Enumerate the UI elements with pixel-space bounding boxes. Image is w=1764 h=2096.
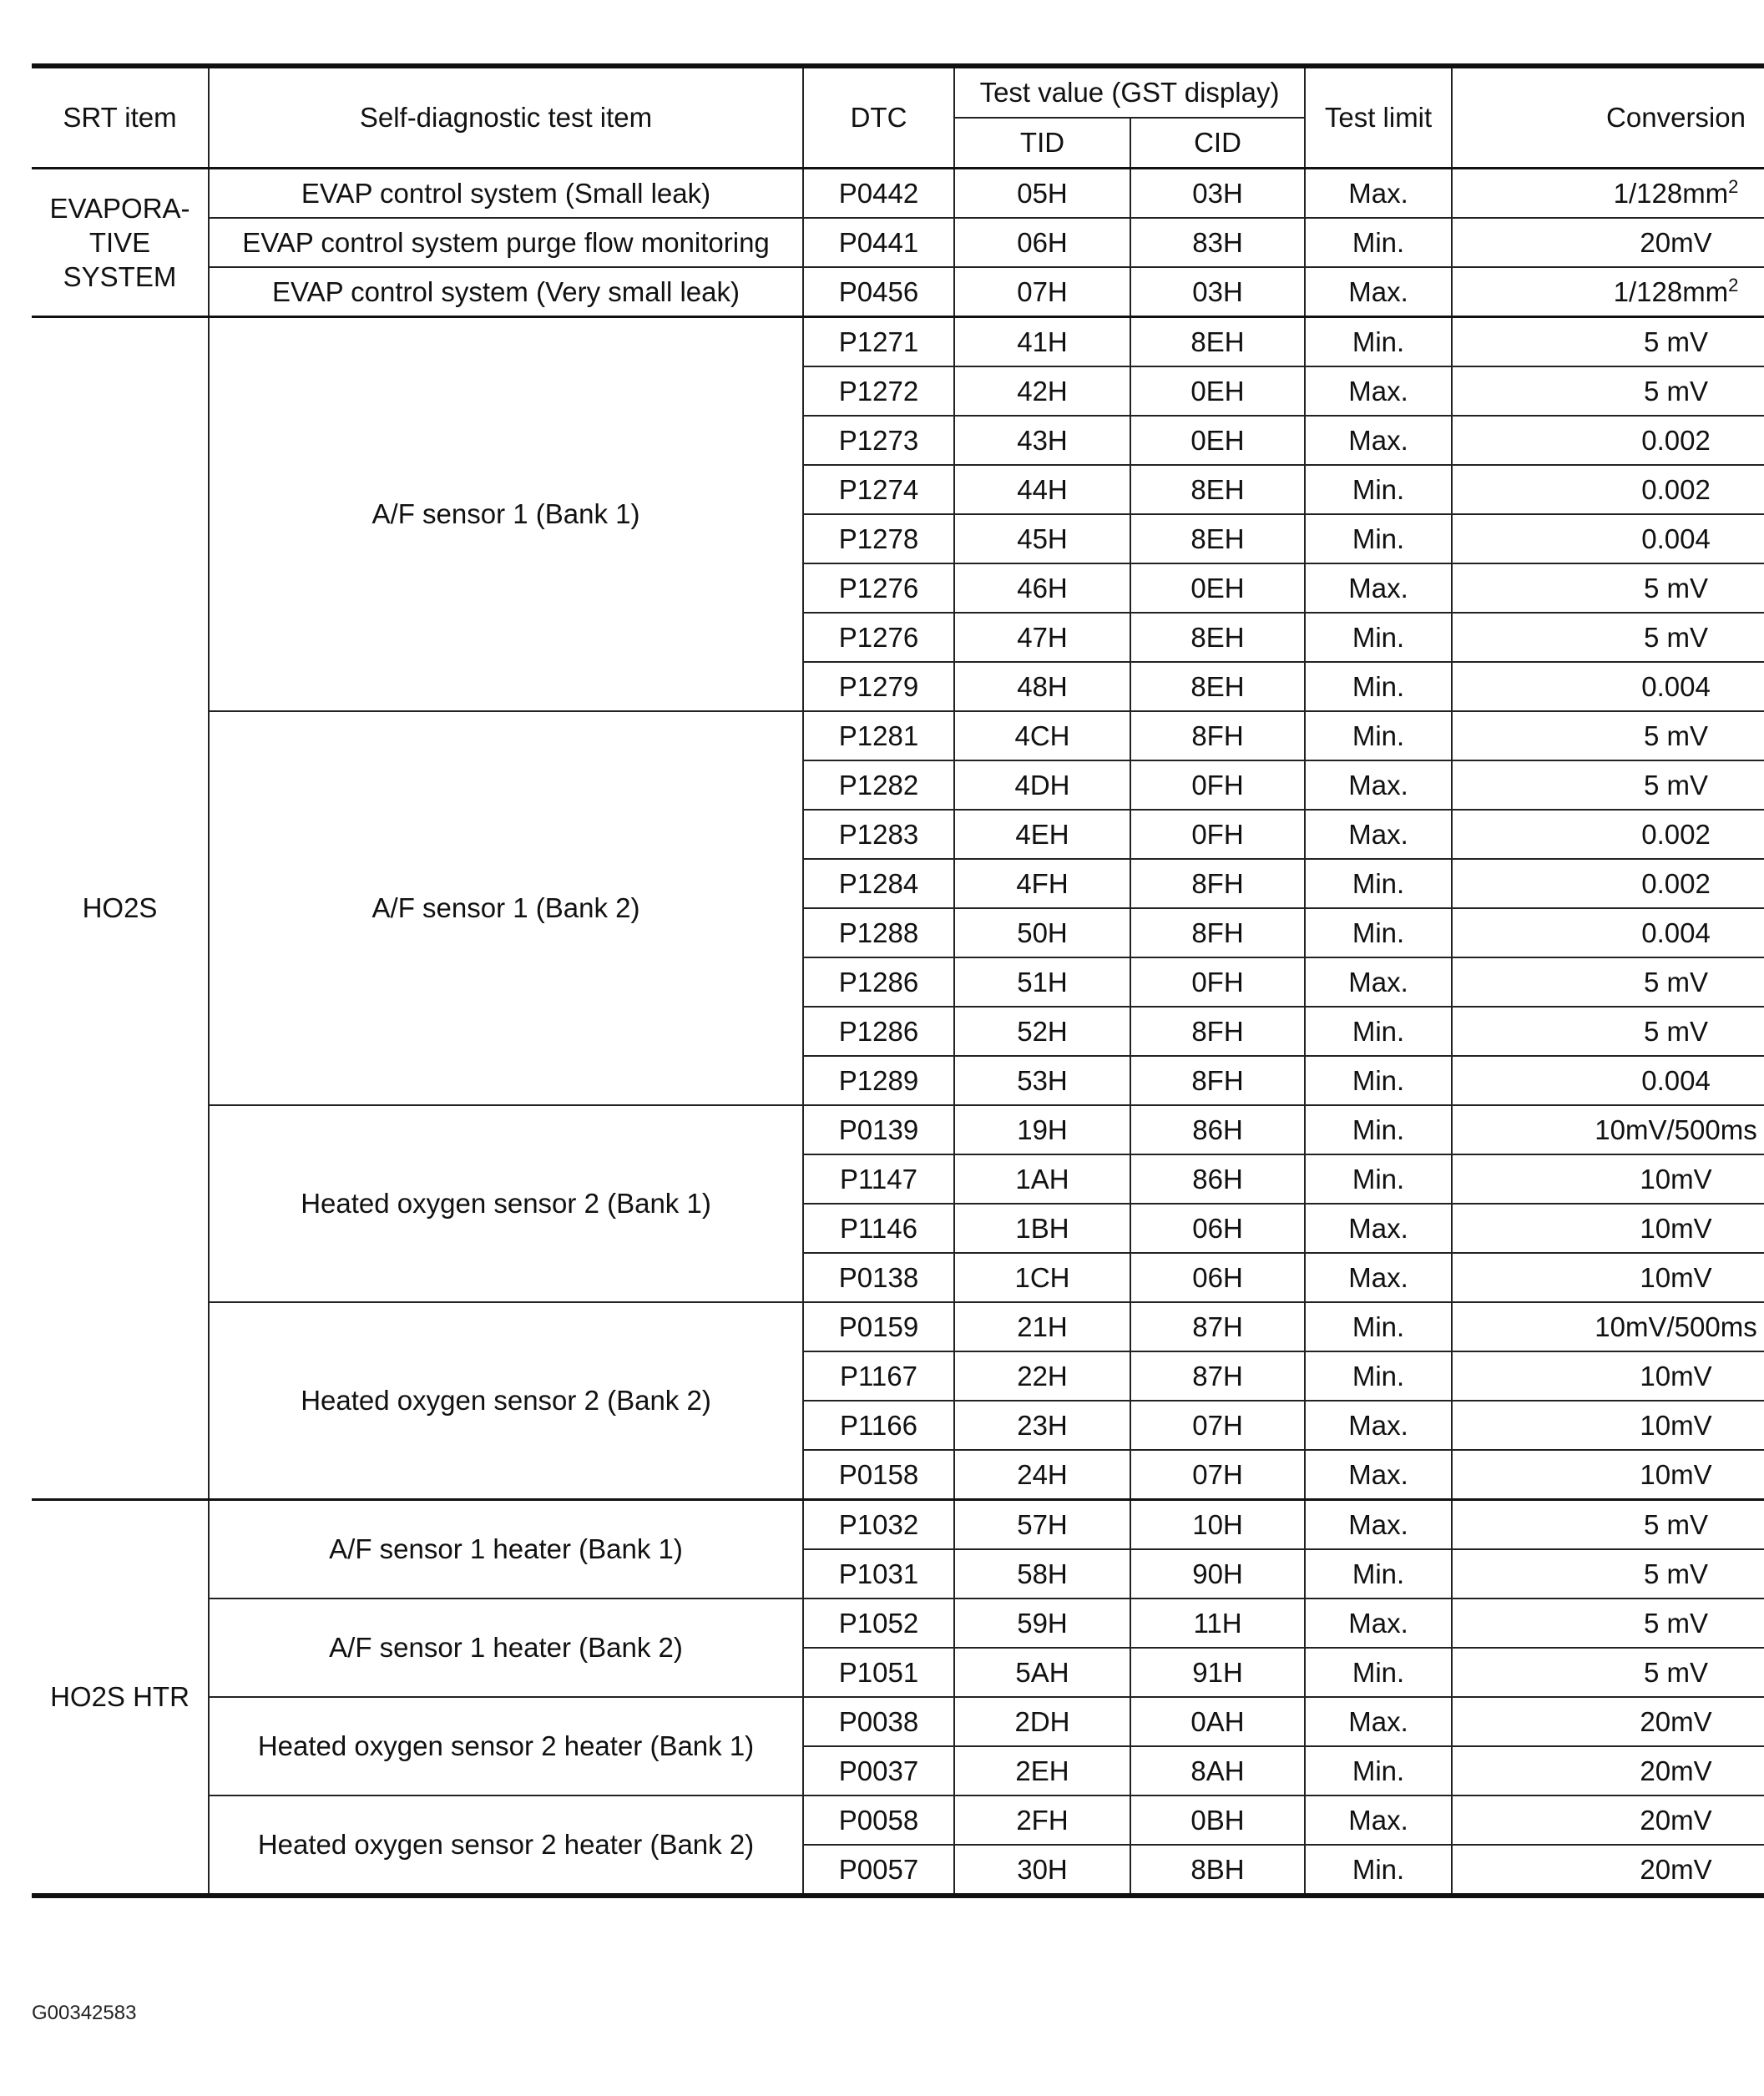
conversion-value: 20mV	[1640, 1705, 1712, 1737]
cid-cell: 8EH	[1130, 662, 1305, 711]
dtc-cell: P0057	[803, 1845, 954, 1896]
conversion-cell	[1452, 317, 1764, 367]
conversion-value: 0.002	[1641, 867, 1711, 899]
test-limit-cell: Max.	[1305, 169, 1452, 219]
conversion-cell	[1452, 1795, 1764, 1845]
test-limit-cell: Min.	[1305, 218, 1452, 267]
dtc-cell: P1286	[803, 1007, 954, 1056]
dtc-cell: P0159	[803, 1302, 954, 1351]
cid-cell: 0FH	[1130, 810, 1305, 859]
test-limit-cell: Min.	[1305, 1648, 1452, 1697]
conversion-value: 1/128mm	[1613, 275, 1729, 307]
table-row	[32, 1795, 1764, 1845]
test-limit-cell: Max.	[1305, 1450, 1452, 1500]
table-row	[32, 1500, 1764, 1550]
conversion-cell	[1452, 416, 1764, 465]
conversion-cell	[1452, 810, 1764, 859]
header-cid: CID	[1130, 118, 1305, 169]
tid-cell: 07H	[954, 267, 1130, 317]
test-item-cell: EVAP control system (Very small leak)	[209, 267, 803, 317]
conversion-cell	[1452, 1253, 1764, 1302]
dtc-cell: P0456	[803, 267, 954, 317]
conversion-cell	[1452, 711, 1764, 760]
table-row	[32, 267, 1764, 317]
conversion-value: 0.004	[1641, 917, 1711, 948]
dtc-cell: P1276	[803, 613, 954, 662]
cid-cell: 8FH	[1130, 859, 1305, 908]
conversion-cell	[1452, 465, 1764, 514]
test-limit-cell: Max.	[1305, 1697, 1452, 1746]
conversion-value: 5 mV	[1644, 1558, 1709, 1589]
tid-cell: 58H	[954, 1549, 1130, 1599]
test-limit-cell: Max.	[1305, 1253, 1452, 1302]
cid-cell: 86H	[1130, 1154, 1305, 1204]
cid-cell: 8EH	[1130, 514, 1305, 563]
test-item-cell: Heated oxygen sensor 2 (Bank 2)	[209, 1302, 803, 1500]
cid-cell: 06H	[1130, 1204, 1305, 1253]
dtc-cell: P0139	[803, 1105, 954, 1154]
cid-cell: 07H	[1130, 1401, 1305, 1450]
dtc-cell: P1273	[803, 416, 954, 465]
conversion-value: 10mV/500ms	[1595, 1114, 1757, 1145]
cid-cell: 8FH	[1130, 711, 1305, 760]
conversion-cell	[1452, 1450, 1764, 1500]
test-limit-cell: Max.	[1305, 1599, 1452, 1648]
dtc-cell: P1288	[803, 908, 954, 957]
conversion-cell	[1452, 1697, 1764, 1746]
header-test-value: Test value (GST display)	[954, 66, 1305, 118]
conversion-cell	[1452, 267, 1764, 317]
conversion-value: 0.004	[1641, 1064, 1711, 1096]
dtc-cell: P0138	[803, 1253, 954, 1302]
conversion-cell	[1452, 1549, 1764, 1599]
tid-cell: 50H	[954, 908, 1130, 957]
test-limit-cell: Min.	[1305, 1302, 1452, 1351]
tid-cell: 30H	[954, 1845, 1130, 1896]
dtc-cell: P1167	[803, 1351, 954, 1401]
cid-cell: 0FH	[1130, 957, 1305, 1007]
conversion-cell	[1452, 957, 1764, 1007]
conversion-cell	[1452, 1746, 1764, 1795]
conversion-cell	[1452, 1056, 1764, 1105]
dtc-cell: P1281	[803, 711, 954, 760]
test-limit-cell: Min.	[1305, 1351, 1452, 1401]
conversion-cell	[1452, 613, 1764, 662]
table-row	[32, 169, 1764, 219]
tid-cell: 42H	[954, 366, 1130, 416]
tid-cell: 24H	[954, 1450, 1130, 1500]
tid-cell: 4FH	[954, 859, 1130, 908]
header-dtc: DTC	[803, 66, 954, 169]
table-header	[32, 66, 1764, 169]
test-limit-cell: Min.	[1305, 613, 1452, 662]
conversion-cell	[1452, 1105, 1764, 1154]
test-item-cell: EVAP control system purge flow monitoring	[209, 218, 803, 267]
tid-cell: 4EH	[954, 810, 1130, 859]
conversion-value: 5 mV	[1644, 1607, 1709, 1639]
tid-cell: 53H	[954, 1056, 1130, 1105]
conversion-value: 20mV	[1640, 1755, 1712, 1786]
conversion-cell	[1452, 1154, 1764, 1204]
test-item-cell: Heated oxygen sensor 2 heater (Bank 1)	[209, 1697, 803, 1795]
conversion-value: 0.004	[1641, 670, 1711, 702]
test-limit-cell: Min.	[1305, 1056, 1452, 1105]
dtc-cell: P1146	[803, 1204, 954, 1253]
conversion-value: 5 mV	[1644, 621, 1709, 653]
conversion-cell	[1452, 1500, 1764, 1550]
conversion-cell	[1452, 169, 1764, 219]
cid-cell: 91H	[1130, 1648, 1305, 1697]
conversion-cell	[1452, 1302, 1764, 1351]
cid-cell: 0AH	[1130, 1697, 1305, 1746]
cid-cell: 87H	[1130, 1351, 1305, 1401]
srt-item-cell: EVAPORA- TIVE SYSTEM	[32, 169, 209, 317]
test-limit-cell: Min.	[1305, 662, 1452, 711]
tid-cell: 52H	[954, 1007, 1130, 1056]
cid-cell: 87H	[1130, 1302, 1305, 1351]
cid-cell: 03H	[1130, 169, 1305, 219]
cid-cell: 11H	[1130, 1599, 1305, 1648]
test-item-cell: A/F sensor 1 heater (Bank 2)	[209, 1599, 803, 1697]
conversion-value: 10mV	[1640, 1409, 1712, 1441]
cid-cell: 86H	[1130, 1105, 1305, 1154]
conversion-cell	[1452, 514, 1764, 563]
conversion-value: 0.002	[1641, 818, 1711, 850]
test-limit-cell: Max.	[1305, 366, 1452, 416]
table-row	[32, 1302, 1764, 1351]
tid-cell: 22H	[954, 1351, 1130, 1401]
dtc-cell: P1279	[803, 662, 954, 711]
test-item-cell: Heated oxygen sensor 2 heater (Bank 2)	[209, 1795, 803, 1896]
dtc-cell: P1276	[803, 563, 954, 613]
cid-cell: 8EH	[1130, 613, 1305, 662]
cid-cell: 8FH	[1130, 1007, 1305, 1056]
test-limit-cell: Min.	[1305, 317, 1452, 367]
test-limit-cell: Max.	[1305, 1795, 1452, 1845]
test-limit-cell: Min.	[1305, 465, 1452, 514]
conversion-cell	[1452, 908, 1764, 957]
conversion-value: 10mV	[1640, 1261, 1712, 1293]
test-limit-cell: Min.	[1305, 1007, 1452, 1056]
cid-cell: 0EH	[1130, 416, 1305, 465]
dtc-cell: P1272	[803, 366, 954, 416]
dtc-cell: P1284	[803, 859, 954, 908]
cid-cell: 8AH	[1130, 1746, 1305, 1795]
table-row	[32, 218, 1764, 267]
conversion-value: 20mV	[1640, 1804, 1712, 1836]
dtc-cell: P0158	[803, 1450, 954, 1500]
dtc-cell: P1166	[803, 1401, 954, 1450]
conversion-value: 10mV/500ms	[1595, 1311, 1757, 1342]
tid-cell: 05H	[954, 169, 1130, 219]
conversion-superscript: 2	[1728, 175, 1739, 197]
test-limit-cell: Min.	[1305, 711, 1452, 760]
header-srt-item: SRT item	[32, 66, 209, 169]
dtc-cell: P1286	[803, 957, 954, 1007]
tid-cell: 41H	[954, 317, 1130, 367]
test-item-cell: A/F sensor 1 heater (Bank 1)	[209, 1500, 803, 1599]
table-row	[32, 1697, 1764, 1746]
table-row	[32, 1105, 1764, 1154]
conversion-cell	[1452, 366, 1764, 416]
conversion-cell	[1452, 760, 1764, 810]
tid-cell: 1BH	[954, 1204, 1130, 1253]
tid-cell: 4CH	[954, 711, 1130, 760]
dtc-cell: P1289	[803, 1056, 954, 1105]
cid-cell: 83H	[1130, 218, 1305, 267]
test-limit-cell: Max.	[1305, 760, 1452, 810]
tid-cell: 43H	[954, 416, 1130, 465]
tid-cell: 2FH	[954, 1795, 1130, 1845]
test-limit-cell: Max.	[1305, 1500, 1452, 1550]
conversion-value: 5 mV	[1644, 1508, 1709, 1540]
test-limit-cell: Min.	[1305, 1746, 1452, 1795]
srt-diagnostic-table	[32, 63, 1764, 1898]
conversion-value: 10mV	[1640, 1458, 1712, 1490]
cid-cell: 8FH	[1130, 908, 1305, 957]
conversion-value: 1/128mm	[1613, 177, 1729, 209]
cid-cell: 0EH	[1130, 366, 1305, 416]
dtc-cell: P1278	[803, 514, 954, 563]
dtc-cell: P0442	[803, 169, 954, 219]
conversion-value: 5 mV	[1644, 966, 1709, 997]
dtc-cell: P1282	[803, 760, 954, 810]
conversion-cell	[1452, 859, 1764, 908]
conversion-cell	[1452, 662, 1764, 711]
tid-cell: 44H	[954, 465, 1130, 514]
dtc-cell: P1052	[803, 1599, 954, 1648]
dtc-cell: P1147	[803, 1154, 954, 1204]
test-limit-cell: Min.	[1305, 1105, 1452, 1154]
conversion-value: 0.002	[1641, 473, 1711, 505]
test-limit-cell: Max.	[1305, 957, 1452, 1007]
tid-cell: 21H	[954, 1302, 1130, 1351]
conversion-value: 5 mV	[1644, 375, 1709, 407]
test-item-cell: Heated oxygen sensor 2 (Bank 1)	[209, 1105, 803, 1302]
conversion-value: 5 mV	[1644, 769, 1709, 801]
conversion-cell	[1452, 1648, 1764, 1697]
test-limit-cell: Min.	[1305, 1845, 1452, 1896]
cid-cell: 0FH	[1130, 760, 1305, 810]
conversion-cell	[1452, 1007, 1764, 1056]
table-row	[32, 1599, 1764, 1648]
dtc-cell: P1031	[803, 1549, 954, 1599]
cid-cell: 07H	[1130, 1450, 1305, 1500]
test-limit-cell: Min.	[1305, 908, 1452, 957]
table-body	[32, 169, 1764, 1897]
tid-cell: 2EH	[954, 1746, 1130, 1795]
srt-item-cell: HO2S	[32, 317, 209, 1500]
test-item-cell: EVAP control system (Small leak)	[209, 169, 803, 219]
cid-cell: 8EH	[1130, 317, 1305, 367]
figure-code: G00342583	[32, 2002, 137, 2024]
test-limit-cell: Max.	[1305, 416, 1452, 465]
dtc-cell: P0441	[803, 218, 954, 267]
dtc-cell: P0058	[803, 1795, 954, 1845]
conversion-cell	[1452, 1401, 1764, 1450]
dtc-cell: P1271	[803, 317, 954, 367]
cid-cell: 06H	[1130, 1253, 1305, 1302]
tid-cell: 1CH	[954, 1253, 1130, 1302]
test-limit-cell: Max.	[1305, 1401, 1452, 1450]
conversion-value: 5 mV	[1644, 572, 1709, 604]
tid-cell: 48H	[954, 662, 1130, 711]
conversion-value: 0.002	[1641, 424, 1711, 456]
conversion-cell	[1452, 1599, 1764, 1648]
test-limit-cell: Max.	[1305, 1204, 1452, 1253]
tid-cell: 4DH	[954, 760, 1130, 810]
conversion-value: 20mV	[1640, 1853, 1712, 1885]
conversion-value: 5 mV	[1644, 1015, 1709, 1047]
test-limit-cell: Min.	[1305, 1549, 1452, 1599]
diagnostic-table-container	[32, 63, 1757, 1987]
tid-cell: 2DH	[954, 1697, 1130, 1746]
test-limit-cell: Min.	[1305, 859, 1452, 908]
tid-cell: 5AH	[954, 1648, 1130, 1697]
dtc-cell: P0038	[803, 1697, 954, 1746]
table-row	[32, 317, 1764, 367]
dtc-cell: P0037	[803, 1746, 954, 1795]
dtc-cell: P1051	[803, 1648, 954, 1697]
cid-cell: 90H	[1130, 1549, 1305, 1599]
conversion-cell	[1452, 1204, 1764, 1253]
test-limit-cell: Max.	[1305, 810, 1452, 859]
tid-cell: 47H	[954, 613, 1130, 662]
test-limit-cell: Max.	[1305, 563, 1452, 613]
tid-cell: 51H	[954, 957, 1130, 1007]
tid-cell: 57H	[954, 1500, 1130, 1550]
cid-cell: 8FH	[1130, 1056, 1305, 1105]
tid-cell: 46H	[954, 563, 1130, 613]
test-item-cell: A/F sensor 1 (Bank 2)	[209, 711, 803, 1105]
tid-cell: 59H	[954, 1599, 1130, 1648]
conversion-value: 10mV	[1640, 1360, 1712, 1391]
conversion-value: 5 mV	[1644, 1656, 1709, 1688]
conversion-value: 10mV	[1640, 1163, 1712, 1194]
conversion-value: 0.004	[1641, 523, 1711, 554]
cid-cell: 10H	[1130, 1500, 1305, 1550]
header-test-limit: Test limit	[1305, 66, 1452, 169]
cid-cell: 0EH	[1130, 563, 1305, 613]
conversion-cell	[1452, 218, 1764, 267]
tid-cell: 45H	[954, 514, 1130, 563]
table-row	[32, 711, 1764, 760]
test-item-cell: A/F sensor 1 (Bank 1)	[209, 317, 803, 712]
tid-cell: 06H	[954, 218, 1130, 267]
conversion-cell	[1452, 1845, 1764, 1896]
cid-cell: 03H	[1130, 267, 1305, 317]
conversion-cell	[1452, 1351, 1764, 1401]
conversion-cell	[1452, 563, 1764, 613]
dtc-cell: P1274	[803, 465, 954, 514]
dtc-cell: P1283	[803, 810, 954, 859]
tid-cell: 19H	[954, 1105, 1130, 1154]
cid-cell: 8BH	[1130, 1845, 1305, 1896]
header-tid: TID	[954, 118, 1130, 169]
tid-cell: 1AH	[954, 1154, 1130, 1204]
header-conversion: Conversion	[1452, 66, 1764, 169]
cid-cell: 0BH	[1130, 1795, 1305, 1845]
conversion-value: 5 mV	[1644, 720, 1709, 751]
cid-cell: 8EH	[1130, 465, 1305, 514]
conversion-superscript: 2	[1728, 274, 1739, 295]
conversion-value: 5 mV	[1644, 326, 1709, 357]
test-limit-cell: Min.	[1305, 1154, 1452, 1204]
test-limit-cell: Min.	[1305, 514, 1452, 563]
srt-item-cell: HO2S HTR	[32, 1500, 209, 1897]
tid-cell: 23H	[954, 1401, 1130, 1450]
dtc-cell: P1032	[803, 1500, 954, 1550]
conversion-value: 10mV	[1640, 1212, 1712, 1244]
conversion-value: 20mV	[1640, 226, 1712, 258]
test-limit-cell: Max.	[1305, 267, 1452, 317]
header-self-diagnostic-test-item: Self-diagnostic test item	[209, 66, 803, 169]
